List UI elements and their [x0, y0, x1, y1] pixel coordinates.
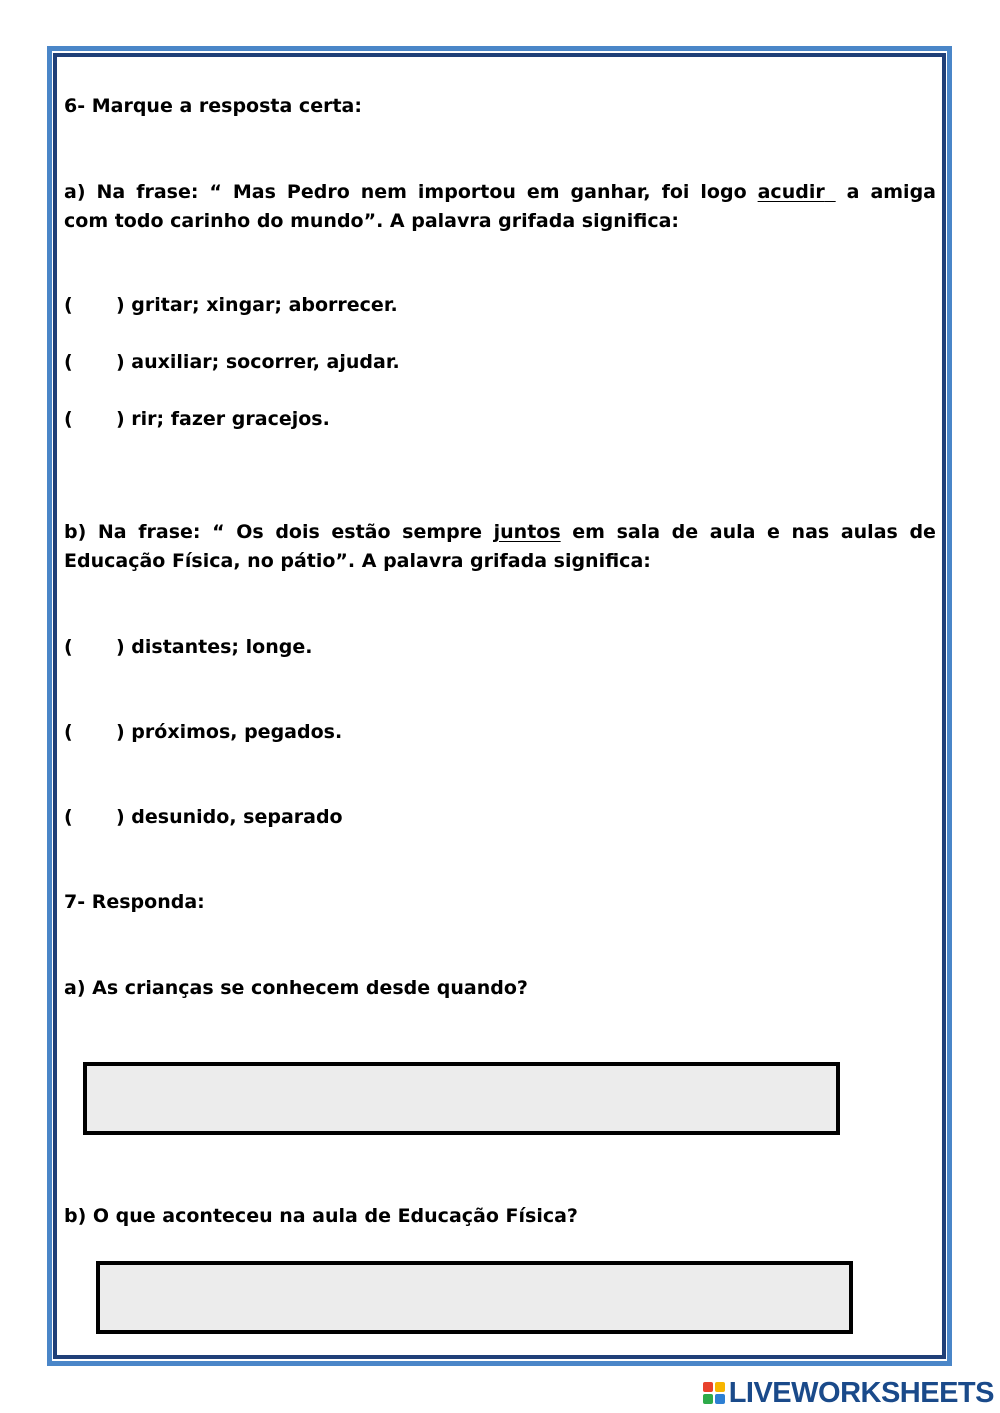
- option-checkbox[interactable]: (: [64, 408, 73, 430]
- question-6a-line-2: com todo carinho do mundo”. A palavra grifada significa:: [64, 210, 680, 232]
- option-checkbox[interactable]: (: [64, 806, 73, 828]
- question-6-title: 6- Marque a resposta certa:: [64, 95, 362, 117]
- option-6b-2: ( ) próximos, pegados.: [64, 718, 342, 747]
- liveworksheets-logo-text: LIVEWORKSHEETS: [728, 1377, 994, 1409]
- option-checkbox[interactable]: (: [64, 636, 73, 658]
- question-7b: b) O que aconteceu na aula de Educação Física?: [64, 1205, 578, 1227]
- underlined-word-acudir: acudir: [757, 181, 825, 203]
- question-7-title: 7- Responda:: [64, 891, 205, 913]
- question-6b-line-1: b) Na frase: “ Os dois estão sempre juntos em sala de aula e nas aulas de: [64, 521, 936, 543]
- question-7a: a) As crianças se conhecem desde quando?: [64, 977, 528, 999]
- option-checkbox[interactable]: (: [64, 721, 73, 743]
- option-6a-2: ( ) auxiliar; socorrer, ajudar.: [64, 348, 400, 377]
- option-6b-1: ( ) distantes; longe.: [64, 633, 312, 662]
- option-checkbox[interactable]: (: [64, 351, 73, 373]
- option-6b-3: ( ) desunido, separado: [64, 803, 343, 832]
- question-6b-line-2: Educação Física, no pátio”. A palavra grifada significa:: [64, 550, 651, 572]
- question-6a-line-1: a) Na frase: “ Mas Pedro nem importou em ganhar, foi logo acudir a amiga: [64, 181, 936, 203]
- page-frame-inner: [53, 53, 946, 1359]
- underlined-word-juntos: juntos: [493, 521, 561, 543]
- option-6a-3: ( ) rir; fazer gracejos.: [64, 405, 330, 434]
- option-checkbox[interactable]: (: [64, 294, 73, 316]
- liveworksheets-logo-icon: [703, 1382, 725, 1404]
- answer-input-7b[interactable]: [96, 1261, 853, 1334]
- answer-input-7a[interactable]: [83, 1062, 840, 1135]
- option-6a-1: ( ) gritar; xingar; aborrecer.: [64, 291, 398, 320]
- liveworksheets-logo: [703, 1375, 994, 1411]
